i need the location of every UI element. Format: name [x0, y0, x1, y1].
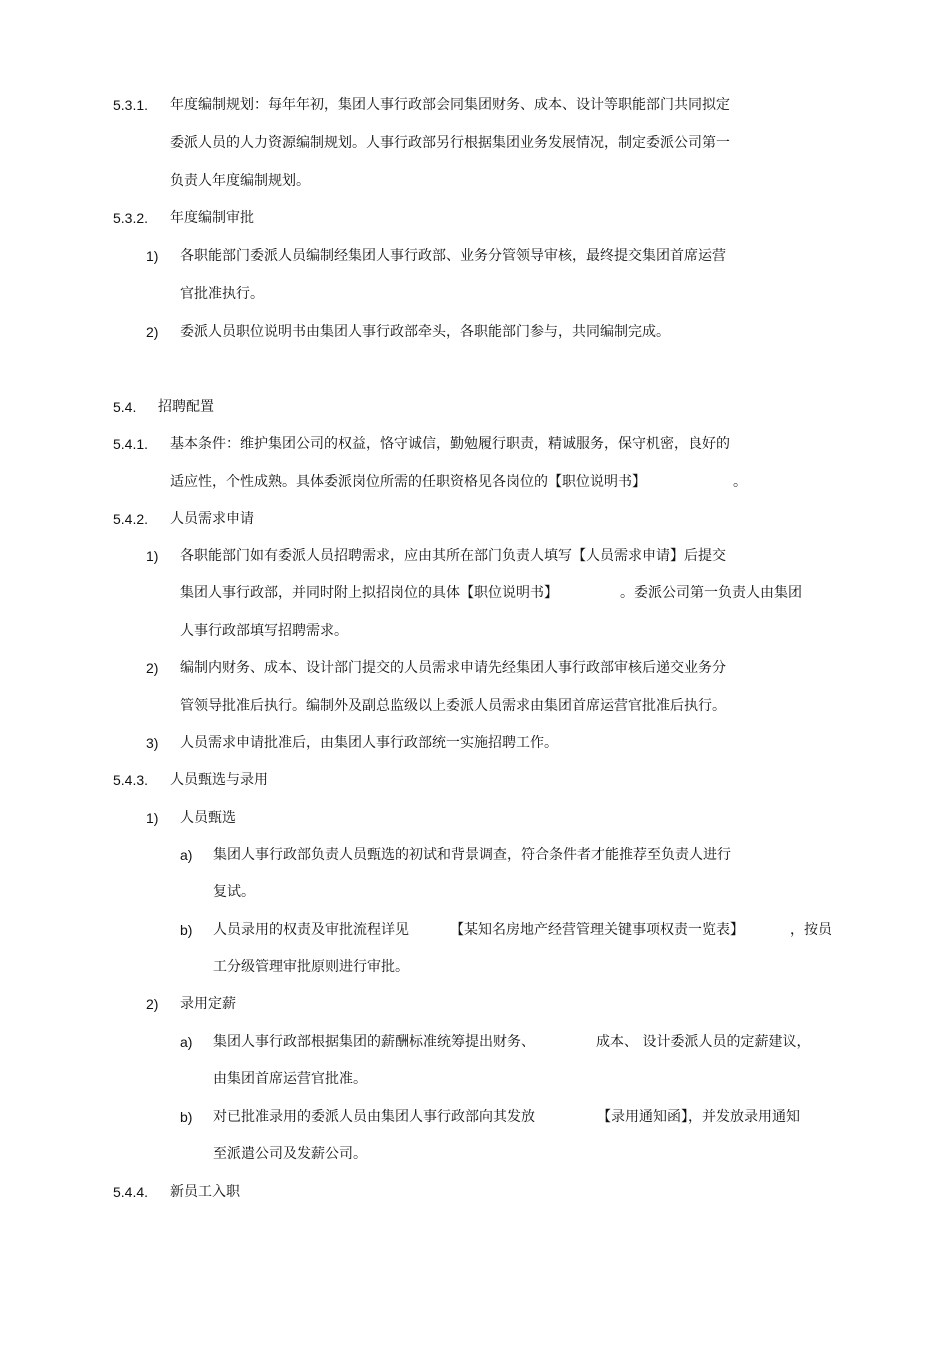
sub-list-line: 至派遣公司及发薪公司。	[213, 1146, 367, 1162]
sub-list-line: 【某知名房地产经营管理关键事项权责一览表】	[450, 922, 744, 938]
list-item-line: 集团人事行政部，并同时附上拟招岗位的具体【职位说明书】	[180, 585, 558, 601]
paragraph-line: 。	[733, 474, 747, 490]
paragraph-line: 负责人年度编制规划。	[170, 173, 310, 189]
list-item-line: 管领导批准后执行。编制外及副总监级以上委派人员需求由集团首席运营官批准后执行。	[180, 698, 726, 714]
list-number: 3)	[146, 735, 159, 751]
sub-list-line: 人员录用的权责及审批流程详见	[213, 922, 409, 938]
section-heading: 新员工入职	[170, 1184, 240, 1200]
list-item-line: 编制内财务、成本、设计部门提交的人员需求申请先经集团人事行政部审核后递交业务分	[180, 660, 726, 676]
sub-list-letter: a)	[180, 847, 193, 863]
section-number: 5.3.2.	[113, 210, 149, 226]
list-item-line: 各职能部门委派人员编制经集团人事行政部、业务分管领导审核，最终提交集团首席运营	[180, 248, 726, 264]
section-number: 5.4.1.	[113, 436, 149, 452]
sub-list-line: ，按员	[790, 922, 832, 938]
list-item-heading: 人员甄选	[180, 810, 236, 826]
list-number: 1)	[146, 248, 159, 264]
sub-list-letter: a)	[180, 1034, 193, 1050]
sub-list-line: 集团人事行政部负责人员甄选的初试和背景调查，符合条件者才能推荐至负责人进行	[213, 847, 731, 863]
sub-list-letter: b)	[180, 1109, 193, 1125]
section-heading: 人员甄选与录用	[170, 772, 268, 788]
list-item-line: 各职能部门如有委派人员招聘需求，应由其所在部门负责人填写【人员需求申请】后提交	[180, 548, 726, 564]
paragraph-line: 委派人员的人力资源编制规划。人事行政部另行根据集团业务发展情况，制定委派公司第一	[170, 135, 730, 151]
sub-list-line: 【录用通知函】，并发放录用通知	[597, 1109, 800, 1125]
section-number: 5.4.2.	[113, 511, 149, 527]
list-item-line: 。委派公司第一负责人由集团	[620, 585, 802, 601]
paragraph-line: 基本条件：维护集团公司的权益，恪守诚信，勤勉履行职责，精诚服务，保守机密，良好的	[170, 436, 730, 452]
list-number: 2)	[146, 660, 159, 676]
sub-list-line: 对已批准录用的委派人员由集团人事行政部向其发放	[213, 1109, 535, 1125]
section-heading: 人员需求申请	[170, 511, 254, 527]
list-number: 2)	[146, 324, 159, 340]
list-item-line: 人员需求申请批准后，由集团人事行政部统一实施招聘工作。	[180, 735, 558, 751]
list-number: 1)	[146, 548, 159, 564]
sub-list-line: 集团人事行政部根据集团的薪酬标准统筹提出财务、	[213, 1034, 535, 1050]
sub-list-letter: b)	[180, 922, 193, 938]
sub-list-line: 工分级管理审批原则进行审批。	[213, 959, 409, 975]
paragraph-line: 适应性，个性成熟。具体委派岗位所需的任职资格见各岗位的【职位说明书】	[170, 474, 646, 490]
list-item-line: 人事行政部填写招聘需求。	[180, 623, 348, 639]
section-heading: 招聘配置	[158, 399, 214, 415]
section-number: 5.4.3.	[113, 772, 149, 788]
section-number: 5.4.4.	[113, 1184, 149, 1200]
section-number: 5.3.1.	[113, 97, 149, 113]
sub-list-line: 复试。	[213, 884, 255, 900]
sub-list-line: 由集团首席运营官批准。	[213, 1071, 367, 1087]
list-item-heading: 录用定薪	[180, 996, 236, 1012]
paragraph-line: 年度编制规划：每年年初，集团人事行政部会同集团财务、成本、设计等职能部门共同拟定	[170, 97, 730, 113]
section-heading: 年度编制审批	[170, 210, 254, 226]
list-number: 2)	[146, 996, 159, 1012]
list-item-line: 官批准执行。	[180, 286, 264, 302]
list-number: 1)	[146, 810, 159, 826]
section-number: 5.4.	[113, 399, 137, 415]
list-item-line: 委派人员职位说明书由集团人事行政部牵头，各职能部门参与，共同编制完成。	[180, 324, 670, 340]
sub-list-line: 成本、 设计委派人员的定薪建议，	[596, 1034, 811, 1050]
